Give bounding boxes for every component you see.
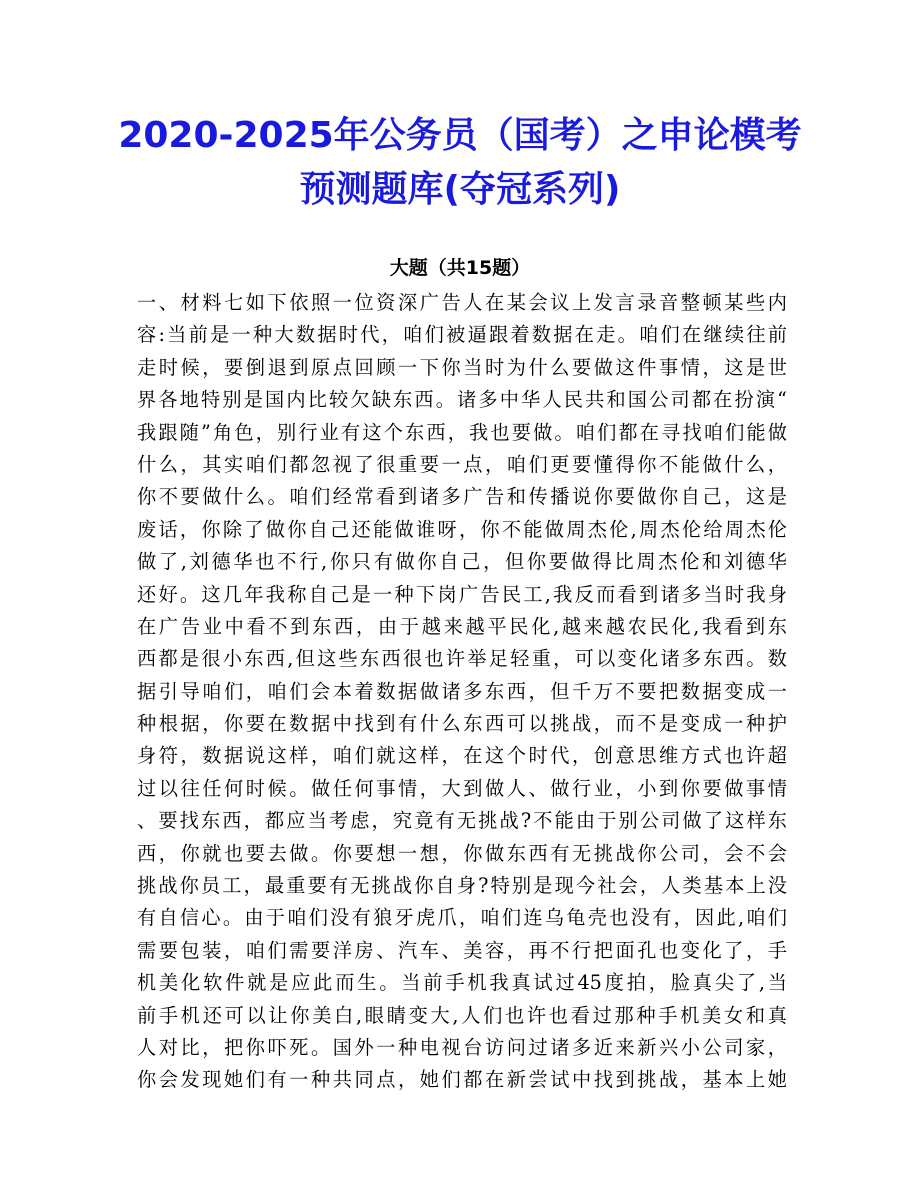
body-line: 走时候，要倒退到原点回顾一下你当时为什么要做这件事情，这是世	[137, 355, 787, 379]
body-line: 、要找东西，都应当考虑，究竟有无挑战?不能由于别公司做了这样东	[137, 809, 787, 833]
body-line: 需要包装，咱们需要洋房、汽车、美容，再不行把面孔也变化了，手	[137, 938, 787, 962]
body-line: 一、材料七如下依照一位资深广告人在某会议上发言录音整顿某些内	[137, 291, 787, 314]
body-line: 你不要做什么。咱们经常看到诸多广告和传播说你要做你自己，这是	[137, 485, 787, 509]
body-line: 西，你就也要去做。你要想一想，你做东西有无挑战你公司，会不会	[137, 841, 787, 865]
body-line: 人对比，把你吓死。国外一种电视台访问过诸多近来新兴小公司家，	[137, 1035, 787, 1059]
body-line: 机美化软件就是应此而生。当前手机我真试过45度拍，脸真尖了,当	[137, 971, 787, 995]
document-title-line-1: 2020-2025年公务员（国考）之申论模考	[118, 115, 802, 156]
body-line: 还好。这几年我称自己是一种下岗广告民工,我反而看到诸多当时我身	[137, 582, 787, 606]
body-line: 什么，其实咱们都忽视了很重要一点，咱们更要懂得你不能做什么，	[137, 452, 787, 476]
document-title-line-2: 预测题库(夺冠系列)	[299, 169, 621, 210]
section-heading: 大题（共15题）	[389, 257, 531, 279]
body-line: 在广告业中看不到东西，由于越来越平民化,越来越农民化,我看到东	[137, 614, 787, 638]
body-line: 做了,刘德华也不行,你只有做你自己，但你要做得比周杰伦和刘德华	[137, 550, 787, 574]
body-line: 容:当前是一种大数据时代，咱们被逼跟着数据在走。咱们在继续往前	[137, 323, 787, 347]
body-line: 界各地特别是国内比较欠缺东西。诸多中华人民共和国公司都在扮演“	[137, 388, 787, 412]
body-line: 你会发现她们有一种共同点，她们都在新尝试中找到挑战，基本上她	[137, 1068, 787, 1092]
body-line: 我跟随”角色，别行业有这个东西，我也要做。咱们都在寻找咱们能做	[137, 420, 787, 444]
body-line: 前手机还可以让你美白,眼睛变大,人们也许也看过那种手机美女和真	[137, 1003, 787, 1027]
body-line: 挑战你员工，最重要有无挑战你自身?特别是现今社会，人类基本上没	[137, 874, 787, 898]
body-line: 西都是很小东西,但这些东西很也许举足轻重，可以变化诸多东西。数	[137, 647, 787, 671]
body-line: 种根据，你要在数据中找到有什么东西可以挑战，而不是变成一种护	[137, 712, 787, 736]
body-line: 身符，数据说这样，咱们就这样，在这个时代，创意思维方式也许超	[137, 744, 787, 768]
question-body-text	[137, 287, 787, 1097]
body-line: 据引导咱们，咱们会本着数据做诸多东西，但千万不要把数据变成一	[137, 679, 787, 703]
body-line: 废话，你除了做你自己还能做谁呀，你不能做周杰伦,周杰伦给周杰伦	[137, 517, 787, 541]
body-line: 有自信心。由于咱们没有狼牙虎爪，咱们连乌龟壳也没有，因此,咱们	[137, 906, 787, 930]
body-line: 过以往任何时候。做任何事情，大到做人、做行业，小到你要做事情	[137, 776, 787, 800]
